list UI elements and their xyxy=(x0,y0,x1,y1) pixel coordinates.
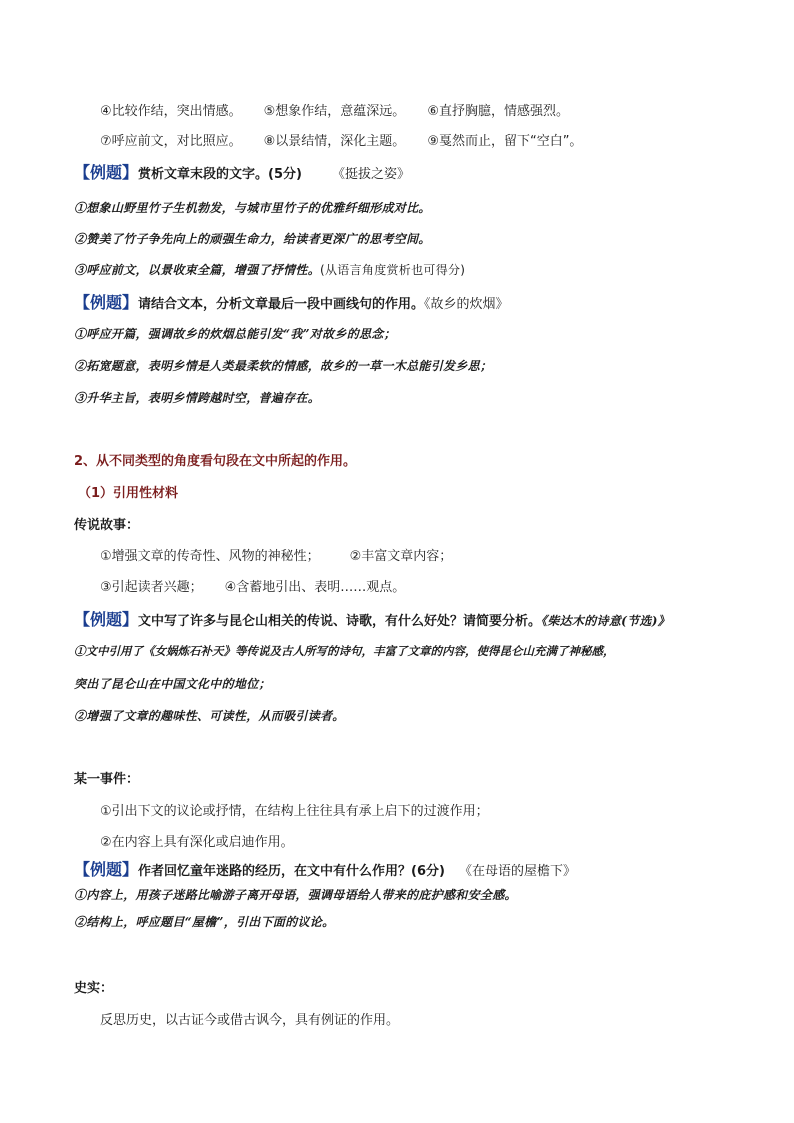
technique-5: ⑤想象作结，意蕴深远。 xyxy=(263,104,406,119)
example-1-source: 《挺拔之姿》 xyxy=(331,167,410,182)
example-3-answer-1: ①文中引用了《女娲炼石补天》等传说及古人所写的诗句，丰富了文章的内容，使得昆仑山充满了神秘感， xyxy=(74,644,615,658)
example-2-source: 《故乡的炊烟》 xyxy=(424,297,509,312)
example-label: 【例题】 xyxy=(74,610,139,629)
example-1-question xyxy=(74,165,410,181)
example-4-answer-1: ①内容上，用孩子迷路比喻游子离开母语，强调母语给人带来的庇护感和安全感。 xyxy=(74,888,517,902)
event-point-2: ②在内容上具有深化或启迪作用。 xyxy=(100,835,294,850)
example-1-answer-3-text: ③呼应前文，以景收束全篇，增强了抒情性。 xyxy=(74,263,321,277)
technique-8: ⑧以景结情，深化主题。 xyxy=(263,134,406,149)
example-3-answer-1-cont: 突出了昆仑山在中国文化中的地位； xyxy=(74,677,271,691)
history-label: 史实： xyxy=(74,981,114,996)
technique-9: ⑨戛然而止，留下“空白”。 xyxy=(427,134,583,149)
legend-point-1: ①增强文章的传奇性、风物的神秘性； xyxy=(100,549,320,564)
example-1-question-text: 赏析文章末段的文字。(5分) xyxy=(138,167,302,182)
technique-row-2 xyxy=(100,135,582,148)
example-2-question xyxy=(74,295,509,311)
technique-row-1 xyxy=(100,105,569,118)
example-3-answer-2: ②增强了文章的趣味性、可读性，从而吸引读者。 xyxy=(74,709,345,723)
section-2-subheading: （1）引用性材料 xyxy=(78,486,179,501)
legend-point-3: ③引起读者兴趣； xyxy=(100,580,203,595)
technique-6: ⑥直抒胸臆，情感强烈。 xyxy=(427,104,569,119)
example-4-question-text: 作者回忆童年迷路的经历，在文中有什么作用？(6分) xyxy=(138,864,445,879)
example-1-answer-1: ①想象山野里竹子生机勃发，与城市里竹子的优雅纤细形成对比。 xyxy=(74,201,431,215)
example-3-question xyxy=(74,612,670,628)
example-2-answer-2: ②拓宽题意，表明乡情是人类最柔软的情感，故乡的一草一木总能引发乡思； xyxy=(74,359,493,373)
legend-points-row-2 xyxy=(100,581,405,594)
legend-label: 传说故事： xyxy=(74,518,140,533)
legend-point-2: ②丰富文章内容； xyxy=(349,549,453,564)
example-1-answer-3 xyxy=(74,264,465,276)
example-2-answer-3: ③升华主旨，表明乡情跨越时空，普遍存在。 xyxy=(74,391,321,405)
legend-points-row-1 xyxy=(100,550,452,563)
example-label: 【例题】 xyxy=(74,293,139,312)
example-2-answer-1: ①呼应开篇，强调故乡的炊烟总能引发“我”对故乡的思念； xyxy=(74,327,396,341)
technique-7: ⑦呼应前文，对比照应。 xyxy=(100,134,242,149)
example-1-answer-2: ②赞美了竹子争先向上的顽强生命力，给读者更深广的思考空间。 xyxy=(74,232,431,246)
example-4-answer-2: ②结构上，呼应题目“屋檐”，引出下面的议论。 xyxy=(74,915,335,929)
technique-4: ④比较作结，突出情感。 xyxy=(100,104,242,119)
example-4-source: 《在母语的屋檐下》 xyxy=(458,864,576,879)
history-point: 反思历史，以古证今或借古讽今，具有例证的作用。 xyxy=(100,1013,400,1028)
example-label: 【例题】 xyxy=(74,860,139,879)
legend-point-4: ④含蓄地引出、表明……观点。 xyxy=(224,580,406,595)
section-2-heading: 2、从不同类型的角度看句段在文中所起的作用。 xyxy=(74,454,357,469)
example-2-question-text: 请结合文本，分析文章最后一段中画线句的作用。 xyxy=(138,297,425,312)
example-3-source: 《柴达木的诗意(节选)》 xyxy=(541,614,670,628)
example-3-question-text: 文中写了许多与昆仑山相关的传说、诗歌，有什么好处？请简要分析。 xyxy=(138,614,542,629)
example-1-answer-3-note: (从语言角度赏析也可得分) xyxy=(320,263,466,277)
event-point-1: ①引出下文的议论或抒情，在结构上往往具有承上启下的过渡作用； xyxy=(100,804,489,819)
example-label: 【例题】 xyxy=(74,163,139,182)
event-label: 某一事件： xyxy=(74,772,140,787)
example-4-question xyxy=(74,862,576,878)
